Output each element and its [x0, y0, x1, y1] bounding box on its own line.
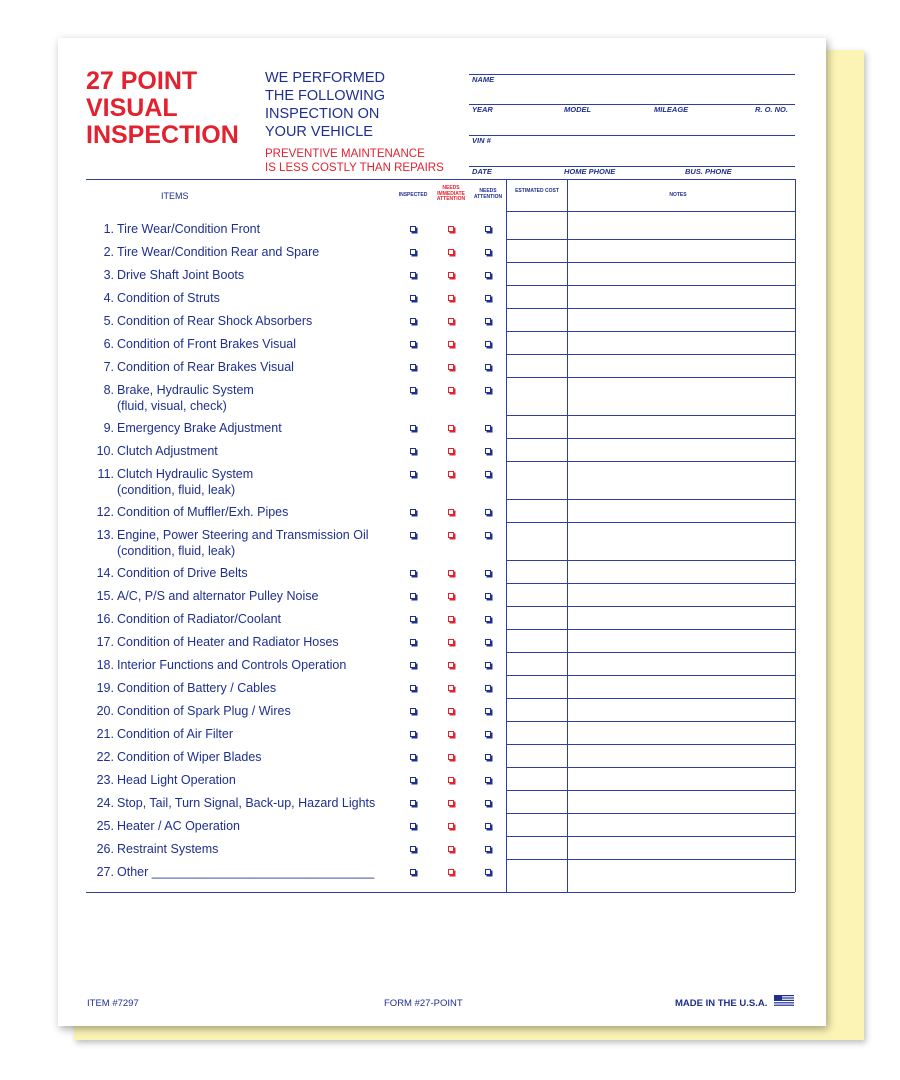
- item-number: 11.: [97, 467, 114, 481]
- table-row: [86, 443, 426, 459]
- item-number: 24.: [96, 796, 114, 810]
- item-number: 4.: [103, 291, 114, 305]
- item-number: 20.: [96, 704, 114, 718]
- table-row: [86, 841, 426, 857]
- item-label: Heater / AC Operation: [117, 819, 240, 833]
- needs-immediate-header: NEEDS IMMEDIATE ATTENTION: [436, 185, 466, 202]
- row-divider: [506, 675, 795, 676]
- home-phone-label: HOME PHONE: [564, 167, 616, 176]
- row-divider: [506, 461, 795, 462]
- item-number: 27.: [96, 865, 114, 879]
- inspected-checkbox[interactable]: [410, 593, 416, 599]
- needs-attention-checkbox[interactable]: [485, 616, 491, 622]
- name-field-line[interactable]: [469, 73, 795, 75]
- row-divider: [506, 308, 795, 309]
- item-number: 3.: [103, 268, 114, 282]
- needs-attention-checkbox[interactable]: [485, 823, 491, 829]
- table-row: [86, 565, 426, 581]
- needs-attention-checkbox[interactable]: [485, 471, 491, 477]
- row-divider: [506, 285, 795, 286]
- year-label: YEAR: [472, 105, 493, 114]
- item-label: Condition of Rear Brakes Visual: [117, 360, 294, 374]
- item-label: Clutch Hydraulic System: [117, 467, 254, 481]
- needs-attention-checkbox[interactable]: [485, 639, 491, 645]
- table-row: [86, 267, 426, 283]
- item-label: Condition of Front Brakes Visual: [117, 337, 297, 351]
- item-label: Condition of Drive Belts: [117, 566, 248, 580]
- needs-attention-header: NEEDS ATTENTION: [473, 188, 503, 200]
- row-divider: [506, 377, 795, 378]
- inspected-checkbox[interactable]: [410, 616, 416, 622]
- needs-attention-checkbox[interactable]: [485, 662, 491, 668]
- table-row: [86, 864, 426, 880]
- needs-immediate-checkbox[interactable]: [448, 685, 454, 691]
- needs-immediate-checkbox[interactable]: [448, 639, 454, 645]
- inspected-checkbox[interactable]: [410, 249, 416, 255]
- inspected-checkbox[interactable]: [410, 777, 416, 783]
- performed-line: YOUR VEHICLE: [265, 124, 373, 140]
- notes-header: NOTES: [669, 192, 687, 198]
- needs-immediate-checkbox[interactable]: [448, 295, 454, 301]
- inspected-checkbox[interactable]: [410, 364, 416, 370]
- item-label: Condition of Heater and Radiator Hoses: [117, 635, 339, 649]
- form-number: FORM #27-POINT: [384, 998, 463, 1009]
- item-number: 17.: [96, 635, 114, 649]
- item-number: 18.: [96, 658, 114, 672]
- item-number: ITEM #7297: [87, 998, 139, 1009]
- item-number: 16.: [96, 612, 114, 626]
- table-row: [86, 611, 426, 627]
- row-divider: [506, 767, 795, 768]
- table-row: [86, 359, 426, 375]
- needs-immediate-checkbox[interactable]: [448, 471, 454, 477]
- inspected-checkbox[interactable]: [410, 731, 416, 737]
- inspected-checkbox[interactable]: [410, 341, 416, 347]
- us-flag-icon: [774, 995, 794, 1007]
- mileage-label: MILEAGE: [654, 105, 689, 114]
- needs-attention-checkbox[interactable]: [485, 295, 491, 301]
- item-number: 9.: [103, 421, 114, 435]
- row-divider: [506, 859, 795, 860]
- table-row: [86, 466, 426, 498]
- item-label: Tire Wear/Condition Front: [117, 222, 261, 236]
- inspected-checkbox[interactable]: [410, 425, 416, 431]
- vin-label: VIN #: [472, 136, 491, 145]
- inspected-checkbox[interactable]: [410, 226, 416, 232]
- needs-attention-checkbox[interactable]: [485, 570, 491, 576]
- estimated-cost-header: ESTIMATED COST: [515, 188, 559, 194]
- item-number: 7.: [103, 360, 114, 374]
- row-divider: [506, 790, 795, 791]
- inspected-checkbox[interactable]: [410, 685, 416, 691]
- item-label: Drive Shaft Joint Boots: [117, 268, 245, 282]
- row-divider: [506, 415, 795, 416]
- item-number: 10.: [96, 444, 114, 458]
- item-label: Brake, Hydraulic System: [117, 383, 254, 397]
- needs-immediate-checkbox[interactable]: [448, 532, 454, 538]
- needs-attention-checkbox[interactable]: [485, 448, 491, 454]
- table-row: [86, 420, 426, 436]
- item-label: Condition of Rear Shock Absorbers: [117, 314, 313, 328]
- inspected-checkbox[interactable]: [410, 272, 416, 278]
- preventive-line: IS LESS COSTLY THAN REPAIRS: [265, 162, 444, 174]
- needs-immediate-checkbox[interactable]: [448, 800, 454, 806]
- title-line: VISUAL: [86, 94, 178, 122]
- row-divider: [506, 331, 795, 332]
- row-divider: [506, 499, 795, 500]
- item-number: 13.: [96, 528, 114, 542]
- row-divider: [506, 744, 795, 745]
- table-row: [86, 726, 426, 742]
- needs-immediate-checkbox[interactable]: [448, 593, 454, 599]
- needs-attention-checkbox[interactable]: [485, 708, 491, 714]
- needs-attention-checkbox[interactable]: [485, 731, 491, 737]
- needs-attention-checkbox[interactable]: [485, 249, 491, 255]
- table-row: [86, 772, 426, 788]
- inspected-header: INSPECTED: [398, 192, 428, 198]
- inspected-checkbox[interactable]: [410, 295, 416, 301]
- table-row: [86, 244, 426, 260]
- title-line: INSPECTION: [86, 121, 239, 149]
- needs-attention-checkbox[interactable]: [485, 364, 491, 370]
- item-label: Clutch Adjustment: [117, 444, 218, 458]
- item-sublabel: (condition, fluid, leak): [117, 483, 236, 497]
- needs-immediate-checkbox[interactable]: [448, 823, 454, 829]
- made-in-usa: MADE IN THE U.S.A.: [675, 998, 768, 1009]
- item-label: Condition of Radiator/Coolant: [117, 612, 281, 626]
- inspected-checkbox[interactable]: [410, 823, 416, 829]
- row-divider: [506, 836, 795, 837]
- table-row: [86, 634, 426, 650]
- needs-immediate-checkbox[interactable]: [448, 272, 454, 278]
- table-right-edge: [795, 179, 796, 892]
- needs-attention-checkbox[interactable]: [485, 341, 491, 347]
- table-row: [86, 290, 426, 306]
- item-number: 15.: [96, 589, 114, 603]
- item-number: 1.: [103, 222, 114, 236]
- item-label: Condition of Muffler/Exh. Pipes: [117, 505, 289, 519]
- table-row: [86, 795, 426, 811]
- item-label: Condition of Spark Plug / Wires: [117, 704, 291, 718]
- item-sublabel: (fluid, visual, check): [117, 399, 227, 413]
- row-divider: [506, 606, 795, 607]
- inspected-checkbox[interactable]: [410, 754, 416, 760]
- table-row: [86, 657, 426, 673]
- table-row: [86, 221, 426, 237]
- item-number: 14.: [96, 566, 114, 580]
- needs-attention-checkbox[interactable]: [485, 777, 491, 783]
- ro-no-label: R. O. NO.: [755, 105, 788, 114]
- needs-attention-checkbox[interactable]: [485, 425, 491, 431]
- needs-immediate-checkbox[interactable]: [448, 425, 454, 431]
- table-row: [86, 504, 426, 520]
- row-divider: [506, 629, 795, 630]
- row-divider: [506, 239, 795, 240]
- needs-immediate-checkbox[interactable]: [448, 226, 454, 232]
- preventive-line: PREVENTIVE MAINTENANCE: [265, 148, 425, 160]
- table-row: [86, 382, 426, 414]
- inspected-checkbox[interactable]: [410, 662, 416, 668]
- row-divider: [506, 262, 795, 263]
- table-row: [86, 680, 426, 696]
- performed-line: WE PERFORMED: [265, 70, 386, 86]
- item-number: 22.: [96, 750, 114, 764]
- vin-field-line[interactable]: [469, 134, 795, 136]
- row-divider: [506, 652, 795, 653]
- inspected-checkbox[interactable]: [410, 869, 416, 875]
- needs-immediate-checkbox[interactable]: [448, 616, 454, 622]
- needs-attention-checkbox[interactable]: [485, 226, 491, 232]
- row-divider: [506, 583, 795, 584]
- needs-immediate-checkbox[interactable]: [448, 869, 454, 875]
- needs-attention-checkbox[interactable]: [485, 387, 491, 393]
- item-label: Stop, Tail, Turn Signal, Back-up, Hazard Lights: [117, 796, 376, 810]
- needs-immediate-checkbox[interactable]: [448, 754, 454, 760]
- contact-field-line[interactable]: [469, 165, 795, 167]
- table-row: [86, 749, 426, 765]
- item-label: Condition of Struts: [117, 291, 220, 305]
- item-label: Condition of Air Filter: [117, 727, 234, 741]
- preventive-statement: [265, 147, 444, 175]
- header-rule: [506, 211, 795, 212]
- inspected-checkbox[interactable]: [410, 639, 416, 645]
- needs-immediate-checkbox[interactable]: [448, 662, 454, 668]
- name-label: NAME: [472, 75, 495, 84]
- table-row: [86, 818, 426, 834]
- table-row: [86, 527, 426, 559]
- form-title: [86, 68, 239, 149]
- needs-immediate-checkbox[interactable]: [448, 846, 454, 852]
- inspected-checkbox[interactable]: [410, 708, 416, 714]
- item-number: 25.: [96, 819, 114, 833]
- needs-immediate-checkbox[interactable]: [448, 318, 454, 324]
- table-row: [86, 703, 426, 719]
- inspected-checkbox[interactable]: [410, 800, 416, 806]
- needs-immediate-checkbox[interactable]: [448, 777, 454, 783]
- row-divider: [506, 522, 795, 523]
- item-number: 21.: [96, 727, 114, 741]
- model-label: MODEL: [564, 105, 592, 114]
- inspection-form: [58, 38, 826, 1026]
- item-label: Restraint Systems: [117, 842, 219, 856]
- needs-attention-checkbox[interactable]: [485, 532, 491, 538]
- needs-immediate-checkbox[interactable]: [448, 570, 454, 576]
- item-number: 26.: [96, 842, 114, 856]
- table-row: [86, 588, 426, 604]
- inspected-checkbox[interactable]: [410, 318, 416, 324]
- item-label: Interior Functions and Controls Operation: [117, 658, 347, 672]
- needs-immediate-checkbox[interactable]: [448, 509, 454, 515]
- needs-attention-checkbox[interactable]: [485, 593, 491, 599]
- row-divider: [506, 721, 795, 722]
- date-label: DATE: [472, 167, 492, 176]
- performed-line: INSPECTION ON: [265, 106, 380, 122]
- item-number: 8.: [103, 383, 114, 397]
- item-label: Head Light Operation: [117, 773, 236, 787]
- row-divider: [506, 813, 795, 814]
- inspected-checkbox[interactable]: [410, 471, 416, 477]
- inspected-checkbox[interactable]: [410, 570, 416, 576]
- needs-attention-checkbox[interactable]: [485, 846, 491, 852]
- vehicle-field-line[interactable]: [469, 103, 795, 105]
- row-divider: [506, 438, 795, 439]
- inspected-checkbox[interactable]: [410, 532, 416, 538]
- table-row: [86, 313, 426, 329]
- needs-attention-checkbox[interactable]: [485, 509, 491, 515]
- item-number: 19.: [96, 681, 114, 695]
- bus-phone-label: BUS. PHONE: [685, 167, 732, 176]
- inspected-checkbox[interactable]: [410, 509, 416, 515]
- item-number: 2.: [103, 245, 114, 259]
- item-label: Tire Wear/Condition Rear and Spare: [117, 245, 320, 259]
- inspected-checkbox[interactable]: [410, 387, 416, 393]
- item-number: 23.: [96, 773, 114, 787]
- items-header: ITEMS: [161, 191, 189, 201]
- needs-immediate-checkbox[interactable]: [448, 249, 454, 255]
- table-row: [86, 336, 426, 352]
- needs-attention-checkbox[interactable]: [485, 685, 491, 691]
- item-number: 6.: [103, 337, 114, 351]
- item-label: A/C, P/S and alternator Pulley Noise: [117, 589, 319, 603]
- row-divider: [506, 560, 795, 561]
- needs-attention-checkbox[interactable]: [485, 754, 491, 760]
- item-number: 5.: [103, 314, 114, 328]
- item-label: Engine, Power Steering and Transmission Oil: [117, 528, 369, 542]
- needs-immediate-checkbox[interactable]: [448, 708, 454, 714]
- needs-immediate-checkbox[interactable]: [448, 387, 454, 393]
- needs-attention-checkbox[interactable]: [485, 869, 491, 875]
- item-number: 12.: [96, 505, 114, 519]
- needs-immediate-checkbox[interactable]: [448, 731, 454, 737]
- item-label: Other ________________________________: [117, 865, 375, 879]
- row-divider: [506, 698, 795, 699]
- performed-statement: [265, 69, 385, 141]
- item-sublabel: (condition, fluid, leak): [117, 544, 236, 558]
- item-label: Condition of Wiper Blades: [117, 750, 262, 764]
- needs-immediate-checkbox[interactable]: [448, 364, 454, 370]
- needs-immediate-checkbox[interactable]: [448, 448, 454, 454]
- inspected-checkbox[interactable]: [410, 846, 416, 852]
- item-label: Emergency Brake Adjustment: [117, 421, 282, 435]
- item-label: Condition of Battery / Cables: [117, 681, 277, 695]
- row-divider: [506, 354, 795, 355]
- needs-immediate-checkbox[interactable]: [448, 341, 454, 347]
- needs-attention-checkbox[interactable]: [485, 318, 491, 324]
- needs-attention-checkbox[interactable]: [485, 800, 491, 806]
- performed-line: THE FOLLOWING: [265, 88, 386, 104]
- needs-attention-checkbox[interactable]: [485, 272, 491, 278]
- title-line: 27 POINT: [86, 67, 198, 95]
- inspected-checkbox[interactable]: [410, 448, 416, 454]
